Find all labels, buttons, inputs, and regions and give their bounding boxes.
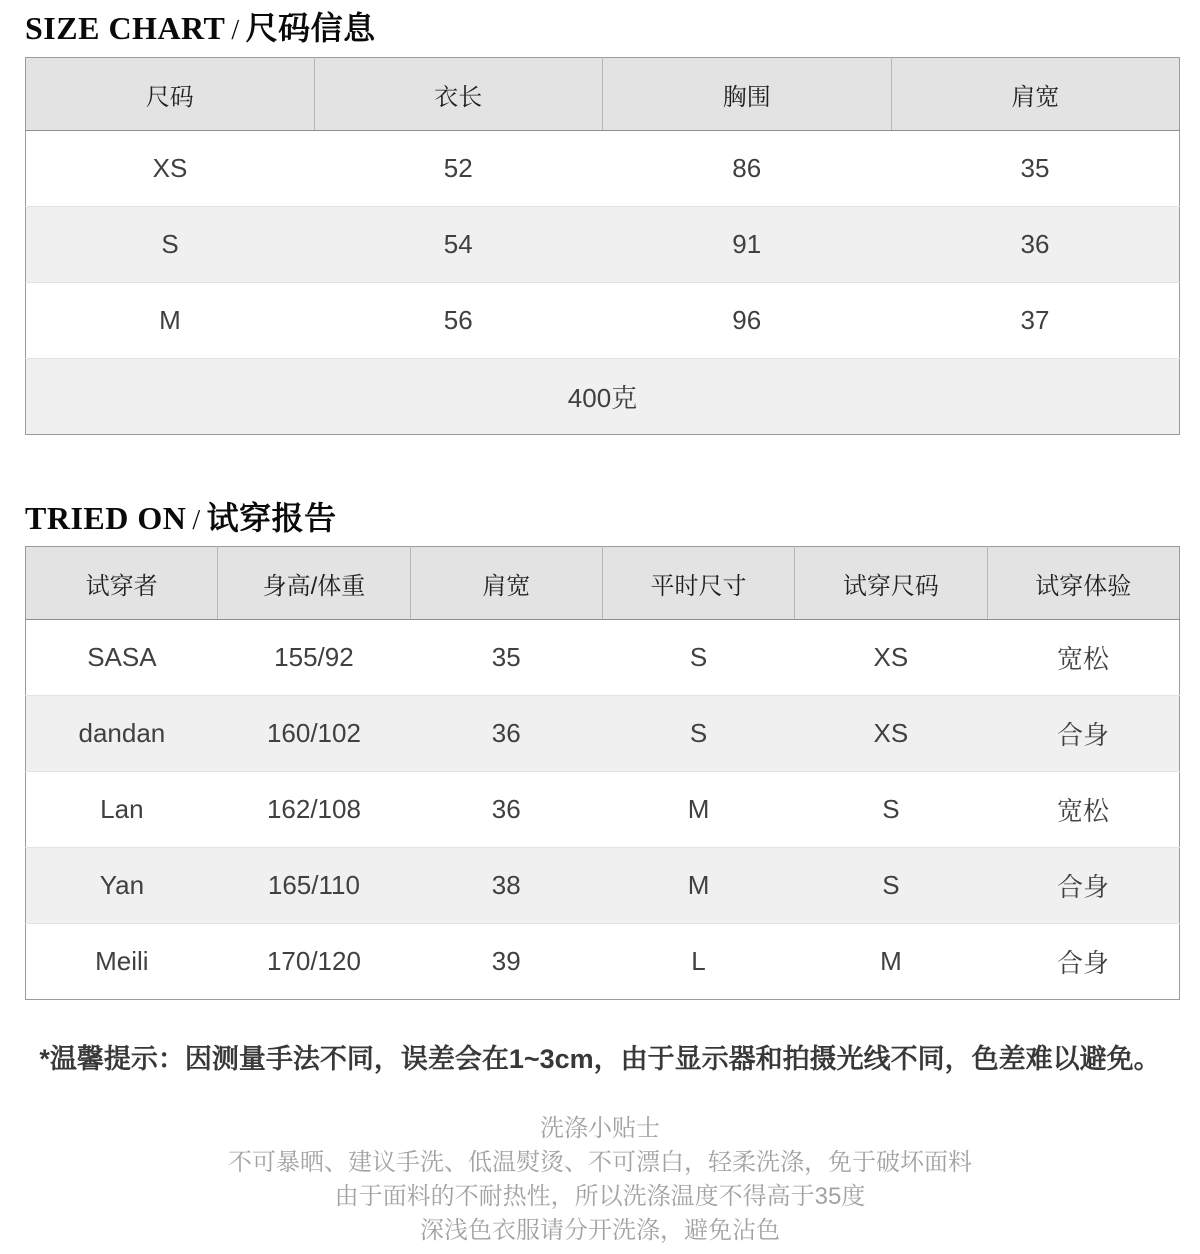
cell-wearer: Meili (95, 946, 149, 976)
size-chart-col-bust: 胸围 (603, 58, 892, 131)
cell-shoulder: 36 (410, 772, 602, 848)
table-row (26, 924, 1180, 1000)
cell-experience: 合身 (987, 696, 1179, 772)
cell-shoulder: 35 (891, 131, 1180, 207)
cell-tried-size: XS (795, 620, 987, 696)
tried-on-table (25, 546, 1180, 1000)
table-row (26, 207, 1180, 283)
size-chart-header-row (26, 58, 1180, 131)
weight-cell: 400克 (567, 383, 638, 413)
table-row (26, 696, 1180, 772)
cell-bust: 96 (603, 283, 892, 359)
size-chart-title-zh: 尺码信息 (245, 10, 376, 46)
cell-tried-size: S (795, 772, 987, 848)
cell-bust: 86 (603, 131, 892, 207)
tried-on-header-row (26, 547, 1180, 620)
cell-usual-size: M (602, 848, 794, 924)
cell-size: M (26, 283, 315, 359)
cell-experience: 合身 (987, 848, 1179, 924)
cell-bust: 91 (603, 207, 892, 283)
cell-tried-size: S (795, 848, 987, 924)
tried-on-col-experience: 试穿体验 (987, 547, 1179, 620)
cell-shoulder: 36 (410, 696, 602, 772)
size-chart-title (25, 0, 1200, 49)
cell-wearer: Lan (26, 772, 218, 848)
measurement-disclaimer: *温馨提示：因测量手法不同，误差会在1~3cm，由于显示器和拍摄光线不同，色差难以避免。 (39, 1044, 1161, 1074)
table-row (26, 283, 1180, 359)
cell-shoulder: 35 (410, 620, 602, 696)
size-chart-col-shoulder: 肩宽 (891, 58, 1180, 131)
cell-tried-size: M (880, 946, 902, 976)
cell-length: 54 (314, 207, 603, 283)
cell-experience: 合身 (1057, 948, 1110, 978)
cell-usual-size: S (602, 696, 794, 772)
cell-usual-size: L (691, 946, 706, 976)
size-chart-title-en: SIZE CHART (25, 10, 226, 46)
washing-tip-line: 不可暴晒、建议手洗、低温熨烫、不可漂白，轻柔洗涤，免于破坏面料 (228, 1149, 972, 1176)
size-chart-table (25, 57, 1180, 435)
cell-height-weight: 165/110 (218, 848, 410, 924)
tried-on-col-usual-size: 平时尺寸 (602, 547, 794, 620)
cell-shoulder: 36 (891, 207, 1180, 283)
tried-on-col-wearer: 试穿者 (26, 547, 218, 620)
cell-height-weight: 170/120 (266, 946, 361, 976)
cell-experience: 宽松 (987, 772, 1179, 848)
washing-tips-title: 洗涤小贴士 (540, 1115, 660, 1142)
cell-height-weight: 155/92 (218, 620, 410, 696)
cell-usual-size: S (602, 620, 794, 696)
title-separator: / (231, 15, 240, 46)
table-row (26, 848, 1180, 924)
cell-size: S (26, 207, 315, 283)
cell-tried-size: XS (795, 696, 987, 772)
cell-wearer: SASA (26, 620, 218, 696)
tried-on-title (25, 498, 1200, 538)
tried-on-title-zh: 试穿报告 (206, 500, 337, 536)
cell-shoulder: 37 (891, 283, 1180, 359)
cell-size: XS (26, 131, 315, 207)
cell-wearer: dandan (26, 696, 218, 772)
cell-height-weight: 162/108 (218, 772, 410, 848)
cell-length: 56 (314, 283, 603, 359)
size-chart-col-length: 衣长 (314, 58, 603, 131)
washing-tip-line: 由于面料的不耐热性，所以洗涤温度不得高于35度 (334, 1183, 866, 1210)
tried-on-col-tried-size: 试穿尺码 (795, 547, 987, 620)
cell-wearer: Yan (26, 848, 218, 924)
table-row (26, 131, 1180, 207)
tried-on-title-en: TRIED ON (25, 500, 187, 536)
washing-tip-line: 深浅色衣服请分开洗涤，避免沾色 (420, 1217, 780, 1244)
washing-tips (0, 1112, 1200, 1248)
size-chart-col-size: 尺码 (26, 58, 315, 131)
cell-height-weight: 160/102 (218, 696, 410, 772)
tried-on-col-height-weight: 身高/体重 (218, 547, 410, 620)
tried-on-col-shoulder: 肩宽 (410, 547, 602, 620)
cell-shoulder: 39 (491, 946, 521, 976)
cell-experience: 宽松 (987, 620, 1179, 696)
cell-usual-size: M (602, 772, 794, 848)
table-row (26, 620, 1180, 696)
table-row (26, 772, 1180, 848)
cell-shoulder: 38 (410, 848, 602, 924)
title-separator: / (192, 505, 201, 536)
table-footer-row (26, 359, 1180, 435)
cell-length: 52 (314, 131, 603, 207)
